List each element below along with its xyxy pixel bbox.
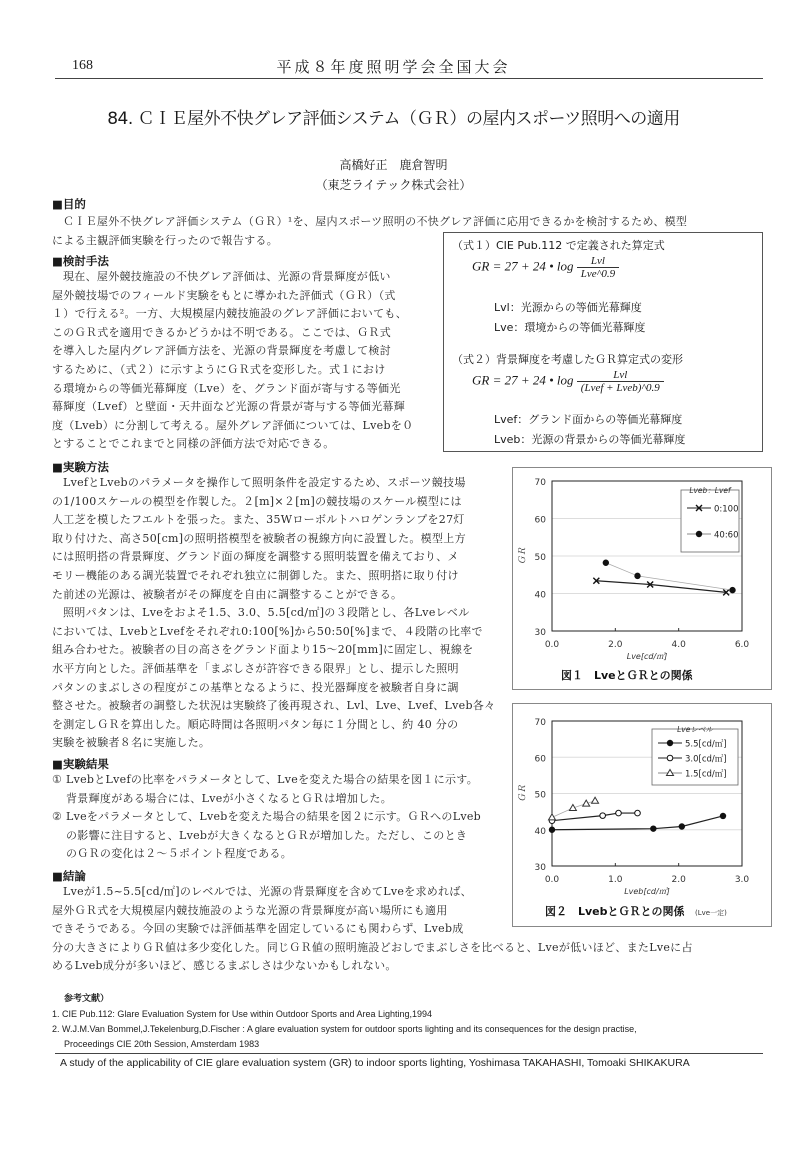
open-circle-marker: [635, 810, 641, 816]
x-tick-label: 0.0: [544, 640, 560, 650]
text-line: の1/100スケールの模型を作製した。２[m]×２[m]の競技場のスケール模型には: [52, 494, 462, 508]
text-line: ② Lveをパラメータとして、Lvebを変えた場合の結果を図２に示す。ＧＲへのLveb: [52, 810, 481, 824]
y-tick-label: 60: [534, 515, 546, 526]
references: [52, 991, 767, 1054]
eq1-definition-lve: Lve：環境からの等価光幕輝度: [494, 321, 646, 334]
text-line: モリー機能のある調光装置でそれぞれ独立に制御した。また、照明搭に取り付け: [52, 568, 459, 582]
text-line: る環境からの等価光幕輝度（Lve）を、グランド面が寄与する等価光: [52, 381, 401, 395]
eq1-numerator: Lvl: [577, 255, 619, 268]
text-line: を導入した屋内グレア評価方法を、光源の背景輝度を考慮して検討: [52, 344, 391, 358]
legend-label: 40:60: [714, 530, 739, 541]
text-line: めるLveb成分が多いほど、感じるまぶしさは少ないかもしれない。: [52, 959, 397, 973]
text-line: 幕輝度（Lvef）と壁面・天井面など光源の背景が寄与する等価光幕輝: [52, 400, 405, 414]
reference-item: 1. CIE Pub.112: Glare Evaluation System for Use within Outdoor Sports and Area Lighting,1994: [52, 1009, 433, 1019]
x-tick-label: 4.0: [671, 640, 686, 650]
text-line: ＣＩＥ屋外不快グレア評価システム（ＧＲ）¹を、屋内スポーツ照明の不快グレア評価に応用できるかを検討するため、模型: [63, 215, 688, 228]
section-heading-experiment: ■実験方法: [52, 460, 109, 474]
y-tick-label: 50: [534, 553, 546, 563]
eq2-lhs: GR = 27 + 24 • log: [472, 372, 574, 388]
x-tick-label: 2.0: [671, 875, 686, 885]
text-line: のＧＲの変化は２～５ポイント程度である。: [66, 847, 292, 861]
filled-circle-marker: [603, 560, 609, 566]
triangle-marker: [592, 797, 599, 803]
text-line: 照明パタンは、Lveをおよそ1.5、3.0、5.5[cd/㎡]の３段階とし、各Lveレベル: [63, 606, 470, 620]
y-tick-label: 70: [534, 718, 546, 728]
text-line: このＧＲ式を適用できるかどうかは不明である。ここでは、ＧＲ式: [52, 325, 391, 339]
y-tick-label: 50: [534, 790, 546, 801]
references-heading: 参考文献）: [64, 994, 110, 1004]
eq2-formula: [472, 369, 664, 394]
section-heading-method: ■検討手法: [52, 254, 109, 268]
text-line: パタンのまぶしさの程度がこの基準となるように、投光器輝度を被験者自身に調: [52, 680, 459, 694]
section-heading-results: ■実験結果: [52, 757, 109, 771]
x-axis-label: Lve[cd/㎡]: [626, 652, 668, 661]
text-line: には照明搭の背景輝度、グランド面の輝度を調整する照明装置を備えており、メ: [52, 550, 459, 564]
eq1-denominator: Lve^0.9: [580, 268, 616, 280]
text-line: た前述の光源は、被験者がその輝度を自由に調整することができる。: [52, 587, 403, 601]
y-axis-label: ＧＲ: [518, 784, 528, 803]
legend-label: 0:100: [714, 504, 739, 515]
text-line: するために、（式２）に示すようにＧＲ式を変形した。式１におけ: [52, 362, 386, 376]
text-line: の影響に注目すると、Lvebが大きくなるとＧＲが増加した。ただし、このとき: [66, 828, 468, 842]
figure-caption-note: (Lve一定): [695, 909, 727, 917]
eq2-definition-lveb: Lveb：光源の背景からの等価光幕輝度: [494, 433, 686, 446]
eq2-heading: （式２）背景輝度を考慮したＧＲ算定式の変形: [452, 353, 683, 366]
figure-1-chart: [513, 468, 771, 689]
authors: 高橋好正 鹿倉智明: [339, 158, 448, 172]
text-line: 屋外ＧＲ式を大規模屋内競技施設のような光源の背景輝度が高い場所にも適用: [52, 903, 448, 917]
y-tick-label: 60: [534, 754, 546, 765]
y-axis-label: ＧＲ: [518, 546, 528, 566]
text-line: 分の大きさによりＧＲ値は多少変化した。同じＧＲ値の照明施設どおしでまぶしさを比べると、Lveが低いほど、またLveに占: [52, 940, 693, 954]
text-line: 度（Lveb）に分割して考える。屋外グレア評価については、Lvebを０: [52, 418, 414, 432]
y-tick-label: 40: [534, 826, 546, 837]
x-tick-label: 6.0: [734, 640, 750, 650]
figure-2-chart: [513, 704, 771, 926]
text-line: とすることでこれまでと同様の評価方法で対応できる。: [52, 437, 335, 451]
x-tick-label: 1.0: [608, 875, 623, 885]
text-line: による主観評価実験を行ったので報告する。: [52, 233, 278, 247]
paper-title: 84. ＣＩＥ屋外不快グレア評価システム（ＧＲ）の屋内スポーツ照明への適用: [107, 109, 680, 129]
x-tick-label: 3.0: [734, 875, 750, 885]
english-title: A study of the applicability of CIE glare evaluation system (GR) to indoor sports lighting, Yoshimasa TAKAHASHI, Tomoaki SHIKAKURA: [60, 1057, 690, 1069]
figure-caption: 図１ LveとＧＲとの関係: [561, 669, 693, 682]
page-number: 168: [72, 58, 93, 73]
x-tick-label: 0.0: [544, 875, 560, 885]
filled-circle-marker: [696, 531, 702, 537]
text-line: 屋外競技場でのフィールド実験をもとに導かれた評価式（ＧＲ）（式: [52, 288, 396, 302]
filled-circle-marker: [720, 813, 726, 819]
eq2-numerator: Lvl: [577, 369, 664, 382]
filled-circle-marker: [667, 740, 673, 746]
filled-circle-marker: [549, 827, 555, 833]
text-line: 組み合わせた。被験者の目の高さをグランド面より15～20[mm]に固定し、視線を: [52, 643, 474, 657]
text-line: LvefとLvebのパラメータを操作して照明条件を設定するため、スポーツ競技場: [63, 476, 466, 489]
text-line: ① LvebとLvefの比率をパラメータとして、Lveを変えた場合の結果を図１に示す。: [52, 773, 479, 786]
open-circle-marker: [600, 813, 606, 819]
text-line: 取り付けた、高さ50[cm]の照明搭模型を被験者の視線方向に設置した。模型上方: [52, 531, 466, 545]
y-tick-label: 30: [534, 628, 546, 638]
footer-rule: [55, 1053, 763, 1054]
series-line: [552, 813, 638, 821]
filled-circle-marker: [634, 573, 640, 579]
eq1-fraction: [577, 255, 619, 280]
text-line: １）で行える²。一方、大規模屋内競技施設のグレア評価においても、: [52, 307, 408, 321]
legend-box: [681, 490, 739, 552]
text-line: 実験を被験者８名に実施した。: [52, 736, 211, 750]
running-title: 平成８年度照明学会全国大会: [276, 58, 511, 76]
triangle-marker: [549, 814, 556, 820]
header-rule: [55, 78, 763, 79]
text-line: 水平方向とした。評価基準を「まぶしさが許容できる限界」とし、提示した照明: [52, 661, 459, 675]
text-line: においては、LvebとLvefをそれぞれ0:100[%]から50:50[%]まで、４段階の比率で: [52, 624, 483, 638]
filled-circle-marker: [679, 823, 685, 829]
legend-label: 1.5[cd/㎡]: [685, 769, 727, 780]
text-line: できそうである。今回の実験では評価基準を固定しているにも関わらず、Lveb成: [52, 922, 464, 936]
open-circle-marker: [667, 755, 673, 761]
eq2-fraction: [577, 369, 664, 394]
eq1-definition-lvl: Lvl：光源からの等価光幕輝度: [494, 301, 642, 314]
text-line: 人工芝を模したフエルトを張った。また、35Wローボルトハロゲンランプを27灯: [52, 513, 465, 527]
eq1-formula: [472, 255, 619, 280]
reference-item: 2. W.J.M.Van Bommel,J.Tekelenburg,D.Fischer : A glare evaluation system for outdoor sports lighting and its consequences for the design practise,: [52, 1024, 637, 1034]
open-circle-marker: [616, 810, 622, 816]
figure-1-frame: [512, 467, 772, 690]
y-tick-label: 30: [534, 863, 546, 873]
text-line: を測定しＧＲを算出した。順応時間は各照明パタン毎に１分間とし、約 40 分の: [52, 717, 459, 731]
text-line: 現在、屋外競技施設の不快グレア評価は、光源の背景輝度が低い: [63, 270, 391, 283]
figure-2-frame: [512, 703, 772, 927]
legend-label: 5.5[cd/㎡]: [685, 739, 727, 750]
section-heading-conclusion: ■結論: [52, 869, 86, 883]
affiliation: （東芝ライテック株式会社）: [315, 178, 472, 192]
filled-circle-marker: [650, 825, 656, 831]
y-tick-label: 40: [534, 590, 546, 601]
text-line: 背景輝度がある場合には、Lveが小さくなるとＧＲは増加した。: [66, 791, 393, 805]
section-method-body: [52, 268, 437, 454]
reference-item: Proceedings CIE 20th Session, Amsterdam 1983: [64, 1039, 260, 1049]
section-heading-purpose: ■目的: [52, 197, 86, 211]
y-tick-label: 70: [534, 478, 546, 488]
filled-circle-marker: [729, 587, 735, 593]
eq2-definition-lvef: Lvef：グランド面からの等価光幕輝度: [494, 413, 683, 426]
x-axis-label: Lveb[cd/㎡]: [624, 887, 670, 896]
formula-box: [443, 232, 763, 452]
eq1-heading: （式１）CIE Pub.112 で定義された算定式: [452, 239, 665, 252]
legend-title: Lveb：Lvef: [689, 486, 731, 495]
figure-caption: 図２ LvebとＧＲとの関係: [545, 905, 685, 918]
legend-label: 3.0[cd/㎡]: [685, 754, 727, 765]
x-tick-label: 2.0: [608, 640, 623, 650]
text-line: 整させた。被験者の調整した状況は実験終了後再現され、Lvl、Lve、Lvef、Lveb各々: [52, 699, 496, 713]
legend-title: Lveレベル: [677, 725, 713, 734]
eq1-lhs: GR = 27 + 24 • log: [472, 258, 574, 274]
section-results-body: [52, 771, 508, 864]
eq2-denominator: (Lvef + Lveb)^0.9: [580, 382, 660, 394]
section-experiment-body: [52, 474, 508, 753]
text-line: Lveが1.5~5.5[cd/㎡]のレベルでは、光源の背景輝度を含めてLveを求めれば、: [63, 885, 472, 898]
